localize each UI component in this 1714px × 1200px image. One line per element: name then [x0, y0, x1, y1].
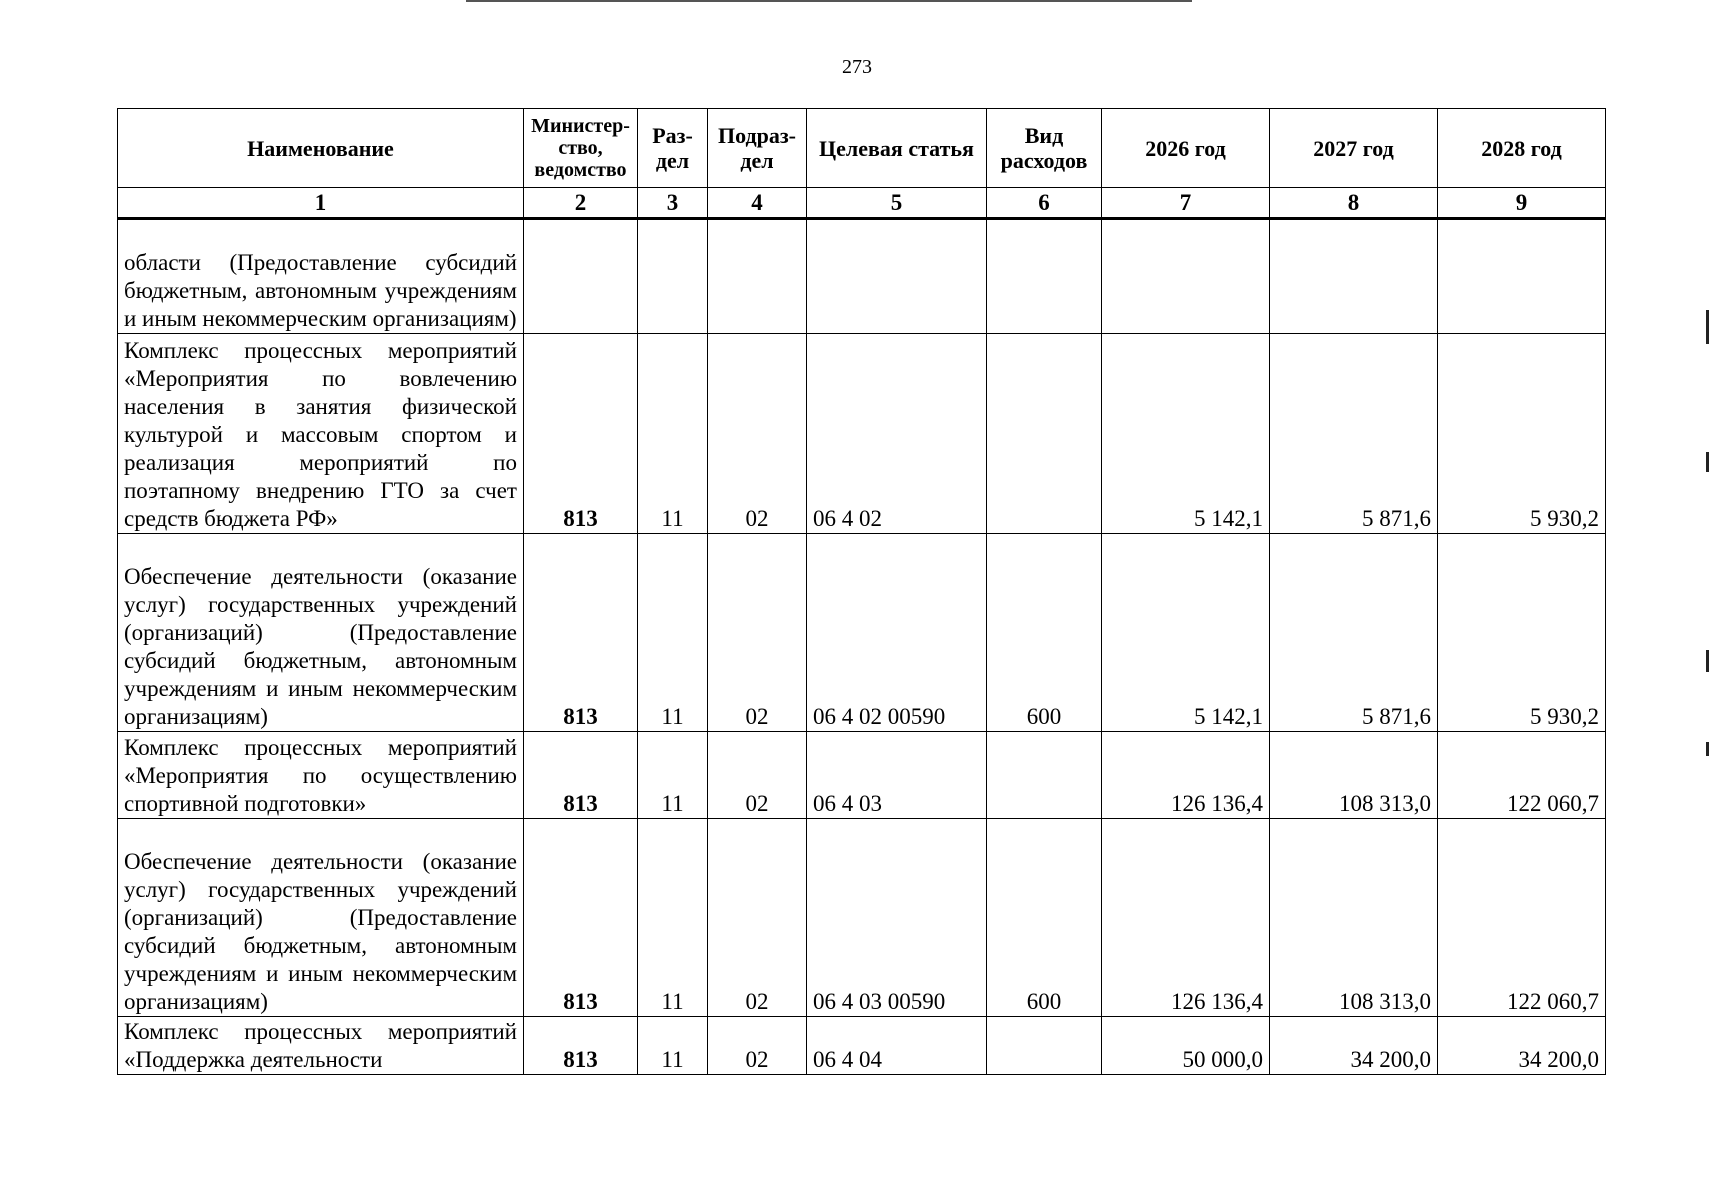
scan-mark [1706, 452, 1709, 472]
cell-name: Обеспечение деятельности (оказание услуг) государственных учреждений (организаций) (Предоставление субсидий бюджетным, автономным учреждениям и иным некоммерческим организациям) [118, 819, 524, 1017]
cell-ministry: 813 [524, 819, 638, 1017]
cell-expense-type [987, 1017, 1102, 1075]
header-year-2027: 2027 год [1270, 109, 1438, 188]
cell-target-article: 06 4 02 [807, 334, 987, 534]
column-number: 4 [708, 188, 807, 219]
cell-ministry: 813 [524, 1017, 638, 1075]
header-year-2028: 2028 год [1438, 109, 1606, 188]
cell-amount-2027: 34 200,0 [1270, 1017, 1438, 1075]
cell-expense-type [987, 732, 1102, 819]
cell-section: 11 [638, 1017, 708, 1075]
cell-amount-2028: 5 930,2 [1438, 334, 1606, 534]
top-rule [466, 0, 1192, 2]
cell-name: Комплекс процессных мероприятий «Мероприятия по осуществлению спортивной подготовки» [118, 732, 524, 819]
cell-section: 11 [638, 334, 708, 534]
column-number: 1 [118, 188, 524, 219]
cell-subsection: 02 [708, 534, 807, 732]
cell-amount-2028: 34 200,0 [1438, 1017, 1606, 1075]
cell-amount-2027: 5 871,6 [1270, 334, 1438, 534]
cell-ministry: 813 [524, 732, 638, 819]
cell-amount-2026: 126 136,4 [1102, 819, 1270, 1017]
header-year-2026: 2026 год [1102, 109, 1270, 188]
cell-amount-2028: 122 060,7 [1438, 819, 1606, 1017]
cell-ministry [524, 219, 638, 334]
column-number: 2 [524, 188, 638, 219]
cell-name: области (Предоставление субсидий бюджетным, автономным учреждениям и иным некоммерческим организациям) [118, 219, 524, 334]
header-section: Раз-дел [638, 109, 708, 188]
cell-expense-type [987, 334, 1102, 534]
table-row [118, 732, 1606, 819]
cell-section: 11 [638, 732, 708, 819]
cell-expense-type [987, 219, 1102, 334]
cell-subsection: 02 [708, 1017, 807, 1075]
cell-name: Обеспечение деятельности (оказание услуг) государственных учреждений (организаций) (Предоставление субсидий бюджетным, автономным учреждениям и иным некоммерческим организациям) [118, 534, 524, 732]
column-number: 9 [1438, 188, 1606, 219]
cell-amount-2028: 122 060,7 [1438, 732, 1606, 819]
cell-subsection: 02 [708, 819, 807, 1017]
table-row [118, 534, 1606, 732]
column-number: 5 [807, 188, 987, 219]
cell-section [638, 219, 708, 334]
cell-amount-2028 [1438, 219, 1606, 334]
header-row [118, 109, 1606, 188]
table-row [118, 819, 1606, 1017]
column-number: 8 [1270, 188, 1438, 219]
cell-amount-2026: 126 136,4 [1102, 732, 1270, 819]
cell-amount-2026: 5 142,1 [1102, 334, 1270, 534]
cell-subsection: 02 [708, 732, 807, 819]
scan-mark [1706, 310, 1709, 344]
cell-amount-2027: 5 871,6 [1270, 534, 1438, 732]
budget-table [117, 108, 1606, 1075]
cell-subsection [708, 219, 807, 334]
cell-amount-2026: 5 142,1 [1102, 534, 1270, 732]
column-number: 7 [1102, 188, 1270, 219]
scan-mark [1706, 742, 1709, 756]
cell-amount-2028: 5 930,2 [1438, 534, 1606, 732]
cell-name: Комплекс процессных мероприятий «Мероприятия по вовлечению населения в занятия физической культурой и массовым спортом и реализация мероприятий по поэтапному внедрению ГТО за счет средств бюджета РФ» [118, 334, 524, 534]
cell-target-article: 06 4 03 [807, 732, 987, 819]
cell-amount-2026 [1102, 219, 1270, 334]
table-row [118, 334, 1606, 534]
cell-ministry: 813 [524, 534, 638, 732]
column-number: 3 [638, 188, 708, 219]
cell-amount-2026: 50 000,0 [1102, 1017, 1270, 1075]
scan-mark [1706, 650, 1709, 672]
cell-amount-2027: 108 313,0 [1270, 819, 1438, 1017]
cell-name: Комплекс процессных мероприятий «Поддержка деятельности [118, 1017, 524, 1075]
header-target-article: Целевая статья [807, 109, 987, 188]
cell-ministry: 813 [524, 334, 638, 534]
cell-target-article: 06 4 03 00590 [807, 819, 987, 1017]
cell-amount-2027 [1270, 219, 1438, 334]
table-row [118, 1017, 1606, 1075]
table-row [118, 219, 1606, 334]
header-ministry: Министер-ство, ведомство [524, 109, 638, 188]
header-name: Наименование [118, 109, 524, 188]
header-expense-type: Вид расходов [987, 109, 1102, 188]
header-subsection: Подраз-дел [708, 109, 807, 188]
cell-expense-type: 600 [987, 534, 1102, 732]
column-number-row [118, 188, 1606, 219]
cell-amount-2027: 108 313,0 [1270, 732, 1438, 819]
page-number: 273 [842, 56, 872, 78]
cell-target-article: 06 4 04 [807, 1017, 987, 1075]
cell-target-article: 06 4 02 00590 [807, 534, 987, 732]
cell-subsection: 02 [708, 334, 807, 534]
column-number: 6 [987, 188, 1102, 219]
cell-section: 11 [638, 819, 708, 1017]
cell-target-article [807, 219, 987, 334]
cell-expense-type: 600 [987, 819, 1102, 1017]
cell-section: 11 [638, 534, 708, 732]
